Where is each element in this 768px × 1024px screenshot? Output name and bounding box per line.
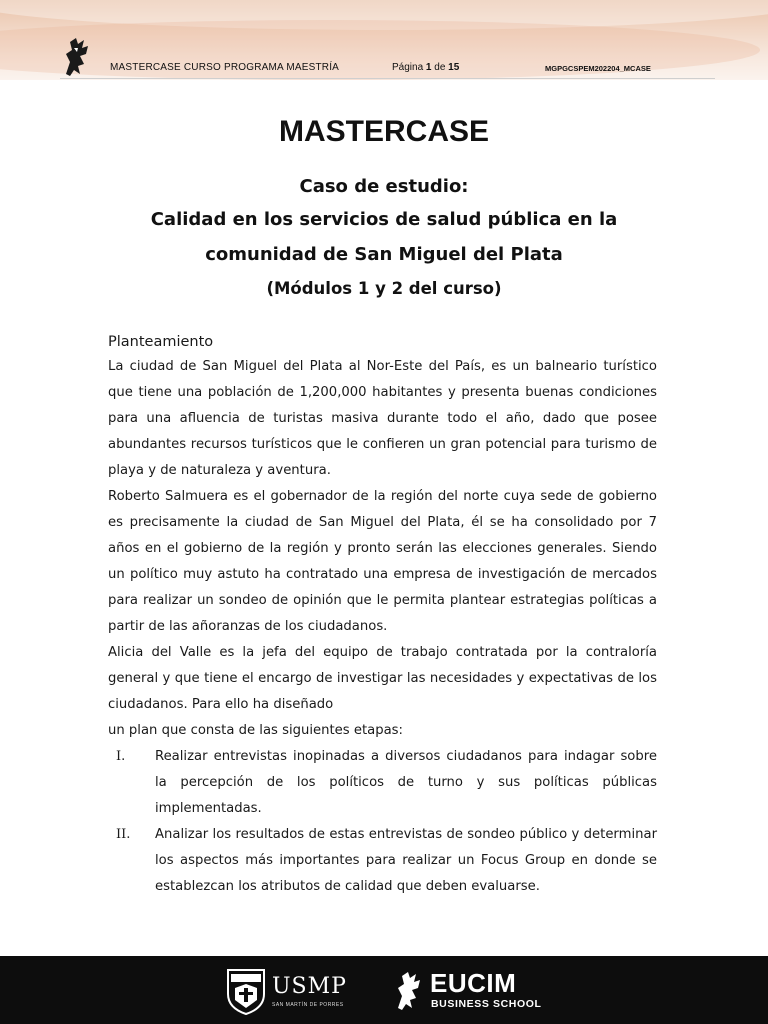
list-item: [108, 822, 657, 900]
list-item-number: II.: [116, 827, 131, 842]
header-divider: [60, 78, 715, 79]
page-header: [0, 0, 768, 80]
griffin-logo-icon: [60, 34, 94, 78]
subtitle-line-3: comunidad de San Miguel del Plata: [205, 244, 563, 265]
page-indicator: [392, 62, 459, 73]
list-item-number: I.: [116, 749, 126, 764]
paragraph-1: La ciudad de San Miguel del Plata al Nor-Este del País, es un balneario turístico que tiene una población de 1,200,000 habitantes y presenta buenas condiciones para una afluencia de turistas masiva durante todo el año, dado que posee abundantes recursos turísticos que le confieren un gran potencial para turismo de playa y de naturaleza y aventura.: [108, 359, 657, 478]
section-heading: Planteamiento: [108, 334, 214, 350]
page-prefix: Página: [392, 62, 424, 73]
eucim-griffin-icon: [392, 970, 426, 1012]
document-code: MGPGCSPEM202204_MCASE: [545, 64, 651, 73]
eucim-logo-text: EUCIM: [430, 968, 517, 998]
paragraph-4: un plan que consta de las siguientes etapas:: [108, 723, 403, 738]
list-item: [108, 744, 657, 822]
page-total: 15: [448, 62, 460, 73]
program-name: MASTERCASE CURSO PROGRAMA MAESTRÍA: [110, 62, 340, 73]
paragraph-2: Roberto Salmuera es el gobernador de la región del norte cuya sede de gobierno es precisamente la ciudad de San Miguel del Plata, él se ha consolidado por 7 años en el gobierno de la región y pronto serán las elecciones generales. Siendo un político muy astuto ha contratado una empresa de investigación de mercados para realizar un sondeo de opinión que le permita plantear estrategias políticas a partir de las añoranzas de los ciudadanos.: [108, 489, 657, 634]
list-item-text: Analizar los resultados de estas entrevistas de sondeo público y determinar los aspectos más importantes para realizar un Focus Group en donde se establezcan los atributos de calidad que deben evaluarse.: [155, 827, 657, 894]
usmp-logo-subtitle: SAN MARTÍN DE PORRES: [272, 1002, 344, 1008]
list-item-text: Realizar entrevistas inopinadas a diversos ciudadanos para indagar sobre la percepción de los políticos de turno y sus políticas públicas implementadas.: [155, 749, 657, 816]
page-sep: de: [434, 62, 446, 73]
subtitle-line-1: Caso de estudio:: [299, 176, 469, 197]
subtitle-line-2: Calidad en los servicios de salud pública en la: [150, 209, 618, 230]
eucim-logo-subtitle: BUSINESS SCHOOL: [431, 998, 542, 1010]
paragraph-3: Alicia del Valle es la jefa del equipo de trabajo contratada por la contraloría general y que tiene el encargo de investigar las necesidades y expectativas de los ciudadanos. Para ello ha diseñado: [108, 645, 657, 712]
document-body: [108, 330, 657, 900]
subtitle-line-4: (Módulos 1 y 2 del curso): [266, 279, 502, 298]
page-footer: [0, 956, 768, 1024]
usmp-shield-icon: [225, 966, 267, 1016]
usmp-logo-text: USMP: [272, 974, 347, 999]
page-current: 1: [425, 62, 432, 73]
stages-list: [108, 744, 657, 900]
document-title: MASTERCASE: [278, 115, 489, 148]
